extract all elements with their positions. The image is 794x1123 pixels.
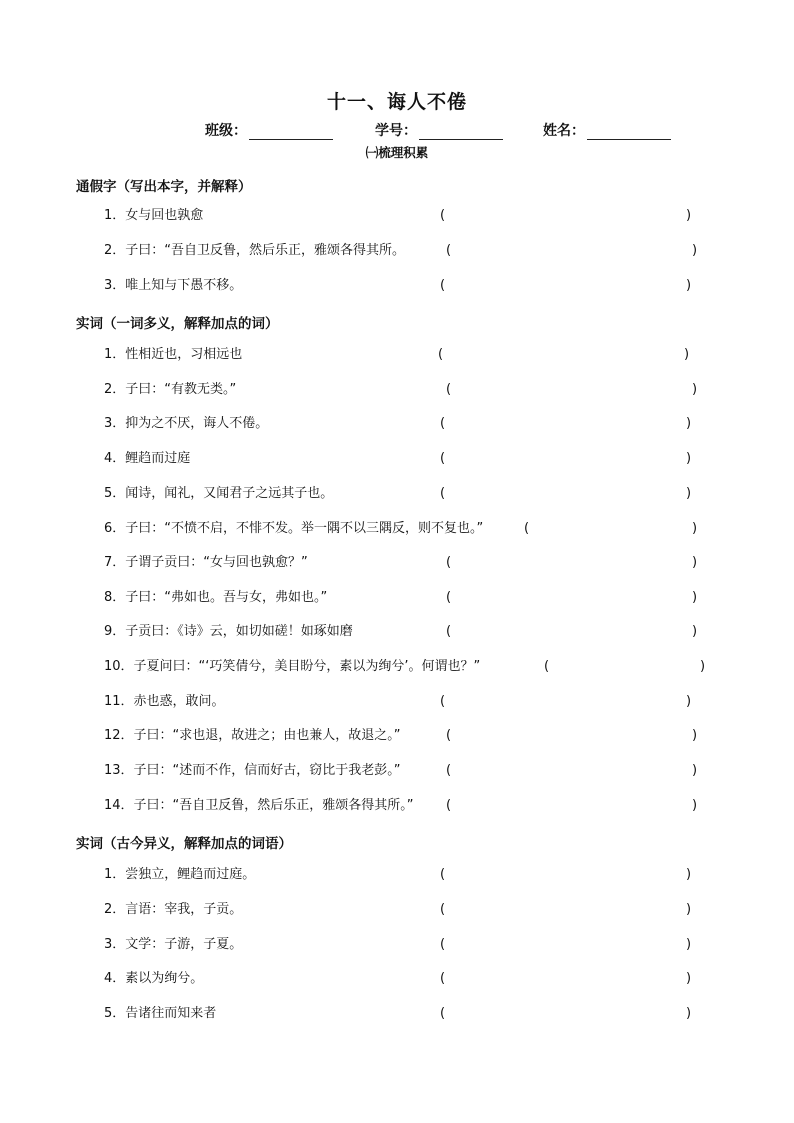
list-item: 2．子曰：“吾自卫反鲁，然后乐正，雅颂各得其所。 bbox=[104, 243, 406, 258]
answer-paren-close: ) bbox=[686, 416, 692, 431]
answer-paren-close: ) bbox=[692, 243, 698, 258]
answer-paren-close: ) bbox=[686, 694, 692, 709]
student-id-blank[interactable] bbox=[419, 125, 503, 140]
list-item: 7．子谓子贡曰：“女与回也孰愈？” bbox=[104, 555, 308, 570]
answer-paren-close: ) bbox=[692, 624, 698, 639]
answer-paren-close: ) bbox=[692, 521, 698, 536]
answer-paren-close: ) bbox=[686, 1006, 692, 1021]
list-item: 1．性相近也，习相远也 bbox=[104, 347, 243, 362]
answer-paren-close: ) bbox=[692, 798, 698, 813]
student-info-row bbox=[0, 120, 794, 140]
list-item: 5．闻诗，闻礼，又闻君子之远其子也。 bbox=[104, 486, 334, 501]
list-item: 3．文学：子游，子夏。 bbox=[104, 937, 243, 952]
section-heading-tongjiazi: 通假字（写出本字，并解释） bbox=[76, 179, 252, 195]
answer-paren-close: ) bbox=[692, 382, 698, 397]
answer-paren-close: ) bbox=[686, 902, 692, 917]
answer-paren-open: ( bbox=[446, 243, 452, 258]
student-id-field bbox=[375, 120, 503, 140]
section-subtitle: ㈠梳理积累 bbox=[365, 145, 429, 160]
answer-paren-open: ( bbox=[446, 555, 452, 570]
list-item: 3．抑为之不厌，诲人不倦。 bbox=[104, 416, 269, 431]
name-label: 姓名： bbox=[543, 123, 585, 139]
answer-paren-open: ( bbox=[440, 208, 446, 223]
answer-paren-open: ( bbox=[446, 382, 452, 397]
answer-paren-close: ) bbox=[692, 728, 698, 743]
answer-paren-open: ( bbox=[440, 937, 446, 952]
list-item: 4．素以为绚兮。 bbox=[104, 971, 204, 986]
answer-paren-open: ( bbox=[440, 451, 446, 466]
list-item: 1．尝独立，鲤趋而过庭。 bbox=[104, 867, 256, 882]
answer-paren-open: ( bbox=[440, 486, 446, 501]
answer-paren-close: ) bbox=[700, 659, 706, 674]
answer-paren-open: ( bbox=[440, 867, 446, 882]
section-heading-ancient-modern: 实词（古今异义，解释加点的词语） bbox=[76, 836, 292, 852]
answer-paren-open: ( bbox=[440, 694, 446, 709]
answer-paren-open: ( bbox=[440, 902, 446, 917]
answer-paren-close: ) bbox=[692, 763, 698, 778]
list-item: 4．鲤趋而过庭 bbox=[104, 451, 191, 466]
answer-paren-open: ( bbox=[438, 347, 444, 362]
answer-paren-close: ) bbox=[692, 555, 698, 570]
list-item: 10．子夏问曰：“‘巧笑倩兮，美目盼兮，素以为绚兮’。何谓也？” bbox=[104, 659, 481, 674]
answer-paren-open: ( bbox=[440, 971, 446, 986]
answer-paren-open: ( bbox=[446, 624, 452, 639]
answer-paren-open: ( bbox=[446, 763, 452, 778]
answer-paren-open: ( bbox=[446, 728, 452, 743]
section-heading-polysemy: 实词（一词多义，解释加点的词） bbox=[76, 316, 279, 332]
list-item: 14．子曰：“吾自卫反鲁，然后乐正，雅颂各得其所。” bbox=[104, 798, 414, 813]
name-field bbox=[543, 120, 671, 140]
answer-paren-close: ) bbox=[686, 451, 692, 466]
answer-paren-open: ( bbox=[446, 798, 452, 813]
answer-paren-open: ( bbox=[440, 1006, 446, 1021]
list-item: 2．子曰：“有教无类。” bbox=[104, 382, 237, 397]
worksheet-title: 十一、诲人不倦 bbox=[326, 91, 467, 113]
answer-paren-close: ) bbox=[686, 278, 692, 293]
student-id-label: 学号： bbox=[375, 123, 417, 139]
answer-paren-close: ) bbox=[686, 937, 692, 952]
name-blank[interactable] bbox=[587, 125, 671, 140]
answer-paren-close: ) bbox=[686, 208, 692, 223]
answer-paren-open: ( bbox=[446, 590, 452, 605]
answer-paren-close: ) bbox=[686, 867, 692, 882]
answer-paren-open: ( bbox=[524, 521, 530, 536]
answer-paren-close: ) bbox=[692, 590, 698, 605]
list-item: 9．子贡曰：《诗》云，如切如磋！如琢如磨 bbox=[104, 624, 353, 639]
answer-paren-close: ) bbox=[684, 347, 690, 362]
class-field bbox=[205, 120, 333, 140]
list-item: 11．赤也惑，敢问。 bbox=[104, 694, 225, 709]
class-label: 班级： bbox=[205, 123, 247, 139]
list-item: 8．子曰：“弗如也。吾与女，弗如也。” bbox=[104, 590, 328, 605]
list-item: 1．女与回也孰愈 bbox=[104, 208, 204, 223]
list-item: 12．子曰：“求也退，故进之；由也兼人，故退之。” bbox=[104, 728, 401, 743]
answer-paren-close: ) bbox=[686, 971, 692, 986]
answer-paren-open: ( bbox=[544, 659, 550, 674]
list-item: 3．唯上知与下愚不移。 bbox=[104, 278, 243, 293]
list-item: 5．告诸往而知来者 bbox=[104, 1006, 217, 1021]
answer-paren-open: ( bbox=[440, 416, 446, 431]
list-item: 6．子曰：“不愤不启，不悱不发。举一隅不以三隅反，则不复也。” bbox=[104, 521, 484, 536]
answer-paren-close: ) bbox=[686, 486, 692, 501]
class-blank[interactable] bbox=[249, 125, 333, 140]
list-item: 2．言语：宰我，子贡。 bbox=[104, 902, 243, 917]
answer-paren-open: ( bbox=[440, 278, 446, 293]
list-item: 13．子曰：“述而不作，信而好古，窃比于我老彭。” bbox=[104, 763, 401, 778]
